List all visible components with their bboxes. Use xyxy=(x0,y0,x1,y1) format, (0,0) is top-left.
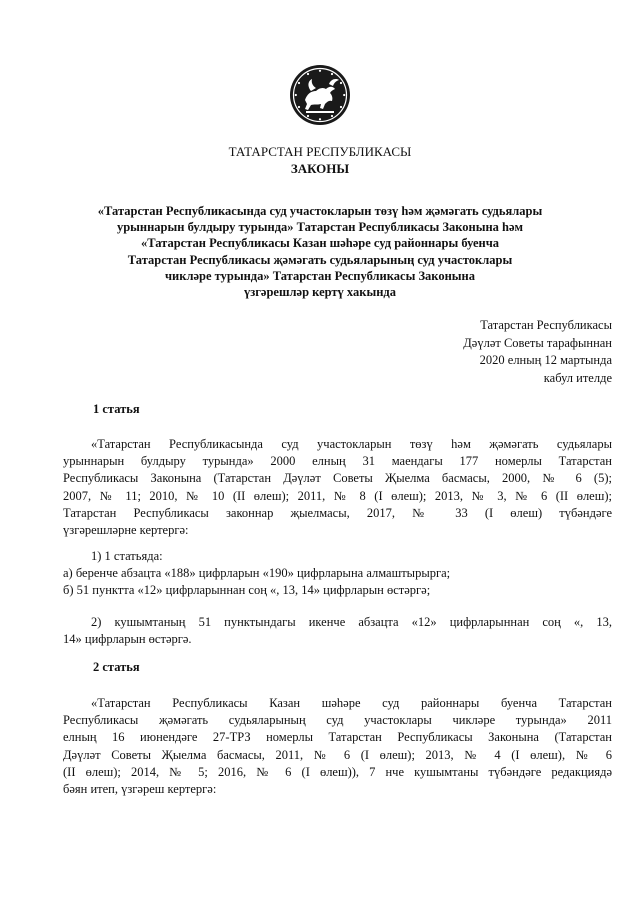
title-line: Татарстан Республикасы җәмәгать судьяларының суд участоклары xyxy=(127,252,513,267)
text-line: Республикасы Законына (Татарстан Дәүләт Советы Җыелма басмасы, 2000, № 6 (5); xyxy=(63,471,612,486)
text-line: (II өлеш); 2014, № 5; 2016, № 6 (I өлеш)), 7 нче кушымтаны түбәндәге редакциядә xyxy=(63,764,612,779)
text-line: бәян итеп, үзгәреш кертергә: xyxy=(63,782,217,797)
article-1-list xyxy=(63,548,612,600)
article-1-intro xyxy=(63,436,612,539)
title-line: чикләре турында» Татарстан Республикасы Законына xyxy=(165,268,475,283)
title-line: «Татарстан Республикасында суд участокларын төзү һәм җәмәгать судьялары xyxy=(97,204,543,218)
text-line: Республикасы җәмәгать судьяларының суд участоклары чикләре турында» 2011 xyxy=(63,713,612,728)
list-item: б) 51 пунктта «12» цифрларыннан соң «, 13, 14» цифрларын өстәргә; xyxy=(63,583,431,598)
text-line: 2) кушымтаның 51 пунктындагы икенче абзацта «12» цифрларыннан соң «, 13, xyxy=(91,615,612,629)
article-1-item-2 xyxy=(63,614,612,648)
title-line: «Татарстан Республикасы Казан шәһәре суд районнары буенча xyxy=(140,236,500,251)
adoption-line: 2020 елның 12 мартында xyxy=(479,353,612,368)
list-item: а) беренче абзацта «188» цифрларын «190» цифрларына алмаштырырга; xyxy=(63,566,451,581)
text-line: «Татарстан Республикасында суд участокларын төзү һәм җәмәгать судьялары xyxy=(91,437,612,451)
adoption-line: Татарстан Республикасы xyxy=(480,318,612,332)
text-line: елның 16 июнендәге 27-ТРЗ номерлы Татарстан Республикасы Законына (Татарстан xyxy=(63,730,612,745)
document-type: ЗАКОНЫ xyxy=(290,161,350,176)
article-2-heading: 2 статья xyxy=(93,660,140,674)
adoption-line: кабул ителде xyxy=(543,370,612,385)
text-line: үзгәрешләрне кертергә: xyxy=(63,523,189,538)
text-line: Татарстан Республикасы законнар җыелмасы, 2017, № 33 (I өлеш) түбәндәге xyxy=(63,505,612,520)
text-line: Дәүләт Советы Җыелма басмасы, 2011, № 6 (I өлеш); 2013, № 4 (I өлеш), № 6 xyxy=(63,747,612,762)
text-line: урыннарын булдыру турында» 2000 елның 31 маендагы 177 номерлы Татарстан xyxy=(63,454,612,469)
list-item: 1) 1 статьяда: xyxy=(91,549,163,563)
title-line: урыннарын булдыру турында» Татарстан Республикасы Законына һәм xyxy=(116,220,524,235)
adoption-note xyxy=(463,317,612,387)
article-1-heading: 1 статья xyxy=(93,402,140,416)
adoption-line: Дәүләт Советы тарафыннан xyxy=(463,335,612,350)
title-line: үзгәрешләр кертү хакында xyxy=(243,285,396,300)
law-title xyxy=(60,203,580,300)
text-line: 2007, № 11; 2010, № 10 (II өлеш); 2011, № 8 (I өлеш); 2013, № 3, № 6 (II өлеш); xyxy=(63,488,612,503)
republic-name: ТАТАРСТАН РЕСПУБЛИКАСЫ xyxy=(228,144,412,159)
article-2-text xyxy=(63,695,612,798)
text-line: «Татарстан Республикасы Казан шәһәре суд районнары буенча Татарстан xyxy=(91,696,612,710)
tatarstan-coat-of-arms-icon xyxy=(289,64,351,126)
text-line: 14» цифрларын өстәргә. xyxy=(63,632,192,647)
